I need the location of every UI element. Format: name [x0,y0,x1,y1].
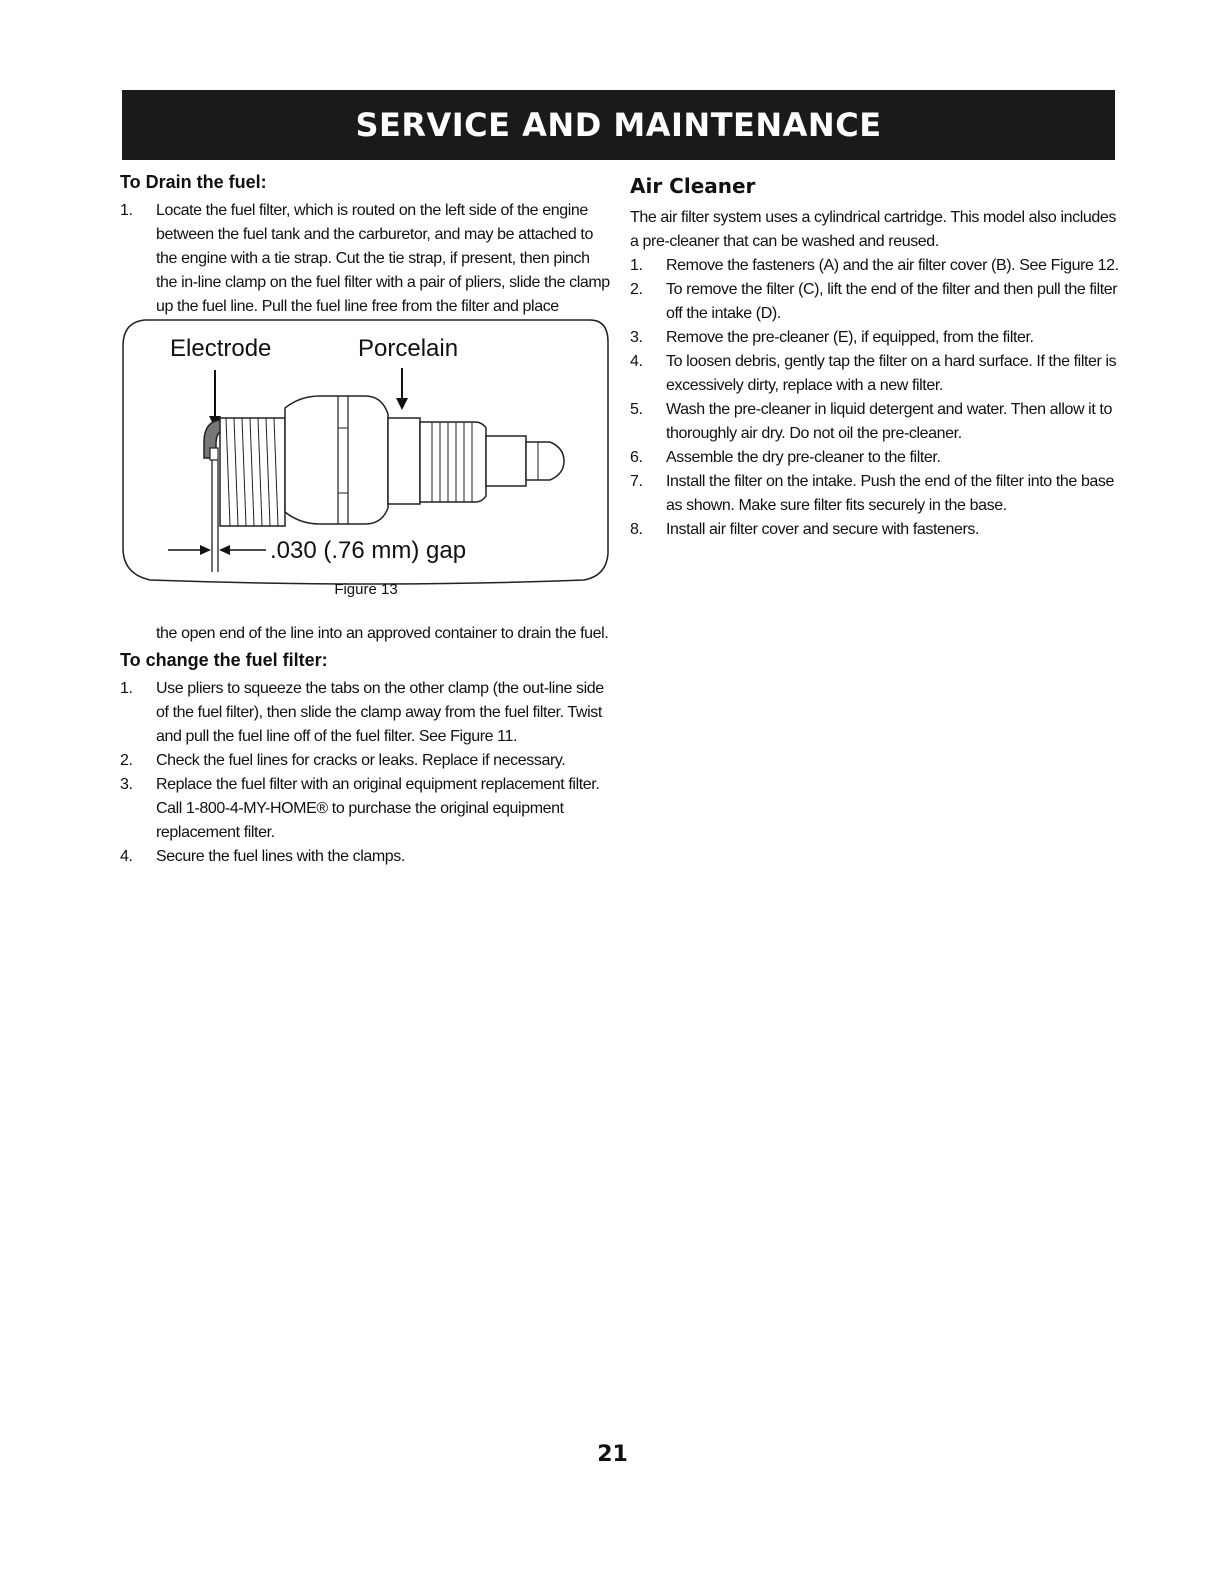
figure-caption: Figure 13 [334,581,398,598]
left-column [120,172,610,319]
step-number: 1. [630,257,643,274]
step-number: 5. [630,401,643,418]
spark-plug-diagram [120,318,610,600]
change-filter-heading: To change the fuel filter: [120,650,328,670]
step-text: Remove the pre-cleaner (E), if equipped, from the filter. [666,329,1034,346]
step-number: 2. [630,281,643,298]
right-column [630,172,1120,542]
figure-13 [120,318,610,600]
step-number: 3. [630,329,643,346]
air-cleaner-step [630,446,1120,470]
change-filter-step [120,773,610,845]
drain-step [120,199,610,319]
air-cleaner-title: Air Cleaner [630,174,756,198]
air-cleaner-step [630,398,1120,446]
step-number: 1. [120,680,133,697]
change-filter-step [120,749,610,773]
section-banner [122,90,1115,160]
step-number: 7. [630,473,643,490]
step-number: 2. [120,752,133,769]
step-text: Replace the fuel filter with an original equipment replacement filter. Call 1-800-4-MY-HOME® to purchase the original equipment replacement filter. [156,776,600,841]
air-cleaner-step [630,254,1120,278]
air-cleaner-step [630,350,1120,398]
change-filter-steps [120,677,610,869]
step-text: Locate the fuel filter, which is routed on the left side of the engine between the fuel tank and the carburetor, and may be attached to the engine with a tie strap. Cut the tie strap, if present, then pinch the in-line clamp on the fuel filter with a pair of pliers, slide the clamp up the fuel line. Pull the fuel line free from the filter and place [156,202,610,315]
label-gap: .030 (.76 mm) gap [270,537,467,564]
step-text: Use pliers to squeeze the tabs on the other clamp (the out-line side of the fuel filter), then slide the clamp away from the fuel filter. Twist and pull the fuel line off of the fuel filter. See Figure 11. [156,680,604,745]
step-text: Secure the fuel lines with the clamps. [156,848,405,865]
step-text: To remove the filter (C), lift the end of the filter and then pull the filter off the intake (D). [666,281,1118,322]
step-text: To loosen debris, gently tap the filter on a hard surface. If the filter is excessively dirty, replace with a new filter. [666,353,1117,394]
step-number: 4. [630,353,643,370]
air-cleaner-step [630,470,1120,518]
page-number: 21 [597,1442,628,1467]
step-number: 8. [630,521,643,538]
step-number: 4. [120,848,133,865]
label-porcelain: Porcelain [358,335,459,362]
step-text: Install air filter cover and secure with fasteners. [666,521,980,538]
step-number: 6. [630,449,643,466]
banner-title: SERVICE AND MAINTENANCE [355,106,882,144]
drain-steps [120,199,610,319]
change-filter-step [120,677,610,749]
air-cleaner-step [630,278,1120,326]
terminal [486,436,526,486]
hex-nut [285,396,388,524]
step-text: Remove the fasteners (A) and the air filter cover (B). See Figure 12. [666,257,1119,274]
drain-step-continued: the open end of the line into an approved container to drain the fuel. [156,625,609,642]
step-text: Wash the pre-cleaner in liquid detergent and water. Then allow it to thoroughly air dry. Do not oil the pre-cleaner. [666,401,1112,442]
label-electrode: Electrode [170,335,272,362]
left-column-continued [120,622,610,869]
air-cleaner-intro: The air filter system uses a cylindrical cartridge. This model also includes a pre-cleaner that can be washed and reused. [630,209,1116,250]
drain-fuel-heading: To Drain the fuel: [120,172,267,192]
air-cleaner-steps [630,254,1120,542]
change-filter-step [120,845,610,869]
air-cleaner-step [630,518,1120,542]
step-text: Install the filter on the intake. Push the end of the filter into the base as shown. Make sure filter fits securely in the base. [666,473,1115,514]
air-cleaner-step [630,326,1120,350]
step-text: Assemble the dry pre-cleaner to the filter. [666,449,941,466]
step-number: 3. [120,776,133,793]
step-number: 1. [120,202,133,219]
insulator [388,418,420,504]
step-text: Check the fuel lines for cracks or leaks. Replace if necessary. [156,752,566,769]
